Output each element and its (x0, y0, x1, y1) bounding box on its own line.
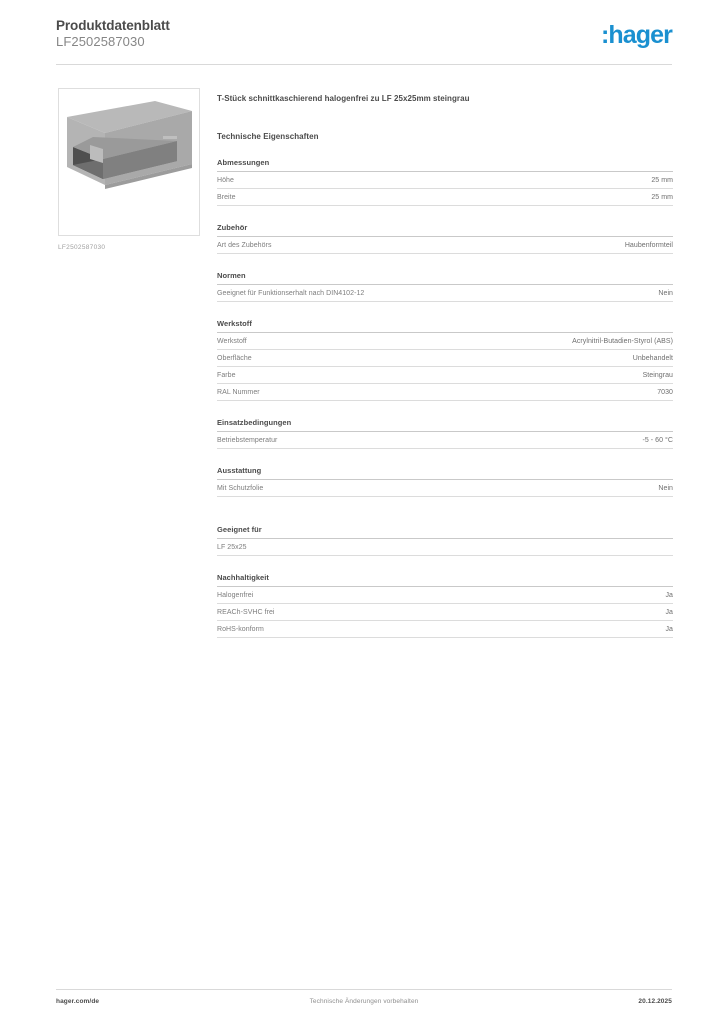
property-value: Steingrau (642, 371, 673, 379)
property-row (217, 333, 673, 350)
property-value: Ja (665, 591, 673, 599)
page-footer (56, 998, 672, 1005)
footer-divider (56, 989, 672, 990)
property-value: -5 - 60 °C (642, 436, 673, 444)
property-label: Halogenfrei (217, 591, 254, 599)
property-label: LF 25x25 (217, 543, 247, 551)
page-title: Produktdatenblatt (56, 18, 170, 33)
property-row (217, 480, 673, 497)
property-label: Geeignet für Funktionserhalt nach DIN4102-12 (217, 289, 365, 297)
property-label: Oberfläche (217, 354, 252, 362)
property-value: Nein (658, 289, 673, 297)
property-group-title: Nachhaltigkeit (217, 573, 673, 587)
property-group (217, 158, 673, 206)
property-value: 25 mm (651, 193, 673, 201)
property-group (217, 319, 673, 401)
property-group-title: Einsatzbedingungen (217, 418, 673, 432)
property-group (217, 418, 673, 449)
property-group (217, 271, 673, 302)
header-divider (56, 64, 672, 65)
property-group (217, 525, 673, 556)
property-value: Ja (665, 625, 673, 633)
property-label: Breite (217, 193, 236, 201)
property-row (217, 172, 673, 189)
property-row (217, 189, 673, 206)
property-value: 25 mm (651, 176, 673, 184)
technical-properties-heading: Technische Eigenschaften (217, 132, 319, 141)
product-image-caption: LF2502587030 (58, 244, 106, 251)
property-group-title: Geeignet für (217, 525, 673, 539)
property-row (217, 587, 673, 604)
property-row (217, 384, 673, 401)
property-group (217, 223, 673, 254)
property-groups (217, 158, 673, 638)
property-group-title: Abmessungen (217, 158, 673, 172)
property-label: Höhe (217, 176, 234, 184)
property-value: Unbehandelt (632, 354, 673, 362)
property-row (217, 285, 673, 302)
property-value: 7030 (657, 388, 673, 396)
product-figure (58, 88, 200, 251)
property-row (217, 237, 673, 254)
property-value: Nein (658, 484, 673, 492)
property-group (217, 466, 673, 497)
property-label: RAL Nummer (217, 388, 260, 396)
header-titles (56, 18, 170, 49)
property-row (217, 604, 673, 621)
property-label: REACh-SVHC frei (217, 608, 275, 616)
footer-date: 20.12.2025 (638, 998, 672, 1005)
property-group-title: Ausstattung (217, 466, 673, 480)
property-label: RoHS-konform (217, 625, 264, 633)
property-label: Art des Zubehörs (217, 241, 272, 249)
property-group (217, 573, 673, 638)
datasheet-content (217, 93, 673, 638)
property-label: Betriebstemperatur (217, 436, 278, 444)
property-row (217, 432, 673, 449)
property-row (217, 367, 673, 384)
page-header (56, 18, 672, 64)
property-label: Mit Schutzfolie (217, 484, 264, 492)
property-group-title: Zubehör (217, 223, 673, 237)
property-group-title: Normen (217, 271, 673, 285)
product-image-frame (58, 88, 200, 236)
property-label: Werkstoff (217, 337, 247, 345)
property-value: Ja (665, 608, 673, 616)
property-row (217, 621, 673, 638)
product-illustration-icon (59, 89, 199, 235)
property-row (217, 350, 673, 367)
property-value: Acrylnitril-Butadien-Styrol (ABS) (572, 337, 673, 345)
property-row (217, 539, 673, 556)
footer-disclaimer: Technische Änderungen vorbehalten (309, 998, 419, 1005)
product-reference: LF2502587030 (56, 34, 145, 49)
property-value: Haubenformteil (624, 241, 673, 249)
footer-website[interactable]: hager.com/de (56, 998, 100, 1005)
product-name: T-Stück schnittkaschierend halogenfrei zu LF 25x25mm steingrau (217, 94, 470, 103)
property-group-title: Werkstoff (217, 319, 673, 333)
property-label: Farbe (217, 371, 236, 379)
hager-logo: :hager (600, 21, 672, 49)
